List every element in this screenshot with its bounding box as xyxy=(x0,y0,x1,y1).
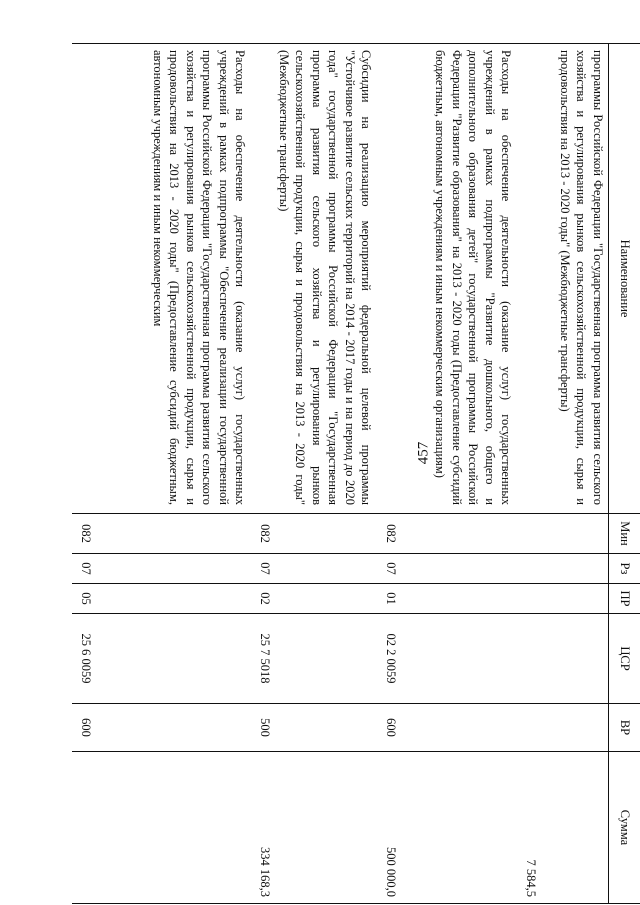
row-sum xyxy=(72,752,251,904)
page-number: 457 xyxy=(415,441,432,465)
row-vr: 600 xyxy=(72,704,251,752)
row-csr: 25 6 0059 xyxy=(72,614,251,704)
row-sum: 500 000,0 xyxy=(377,752,517,904)
row-vr xyxy=(517,704,609,752)
table-row xyxy=(251,44,377,904)
column-header-csr: ЦСР xyxy=(609,614,640,704)
column-header-name: Наименование xyxy=(609,44,640,514)
table-row xyxy=(517,44,609,904)
row-name: Расходы на обеспечение деятельности (оказание услуг) государственных учреждений в рамках подпрограммы "Развитие дошкольного, общего и дополнительного образования детей" государственной программы Российской Федерации "Развитие образования" на 2013 - 2020 годы (Предоставление субсидий бюджетным, автономным учреждениям и иным некоммерческим организациям) xyxy=(377,44,517,514)
table-row xyxy=(72,44,251,904)
row-min: 082 xyxy=(251,514,377,554)
row-sum: 7 584,5 xyxy=(517,752,609,904)
row-csr xyxy=(517,614,609,704)
row-vr: 600 xyxy=(377,704,517,752)
row-pr: 05 xyxy=(72,584,251,614)
row-name: Расходы на обеспечение деятельности (оказание услуг) государственных учреждений в рамках подпрограммы "Обеспечение реализации государственной программы Российской Федерации "Государственная программа развития сельского хозяйства и регулирования рынков сельскохозяйственной продукции, сырья и продовольствия на 2013 - 2020 годы" (Предоставление субсидий бюджетным, автономным учреждениям и иным некоммерческим xyxy=(72,44,251,514)
table-row xyxy=(377,44,517,904)
column-header-pr: ПР xyxy=(609,584,640,614)
row-pr xyxy=(517,584,609,614)
rotated-page-content xyxy=(72,43,640,903)
column-header-sum: Сумма xyxy=(609,752,640,904)
row-min xyxy=(517,514,609,554)
table-header-row xyxy=(609,44,640,904)
row-rz xyxy=(517,554,609,584)
column-header-min: Мин xyxy=(609,514,640,554)
row-csr: 02 2 0059 xyxy=(377,614,517,704)
row-sum: 334 168,3 xyxy=(251,752,377,904)
row-min: 082 xyxy=(72,514,251,554)
row-name: программы Российской Федерации "Государственная программа развития сельского хозяйства и регулирования рынков сельскохозяйственной продукции, сырья и продовольствия на 2013 - 2020 годы" (Межбюджетные трансферты) xyxy=(517,44,609,514)
row-vr: 500 xyxy=(251,704,377,752)
row-rz: 07 xyxy=(377,554,517,584)
row-name: Субсидии на реализацию мероприятий федеральной целевой программы "Устойчивое развитие сельских территорий на 2014 - 2017 годы и на период до 2020 года" государственной программы Российской Федерации "Государственная программа развития сельского хозяйства и регулирования рынков сельскохозяйственной продукции, сырья и продовольствия на 2013 - 2020 годы" (Межбюджетные трансферты) xyxy=(251,44,377,514)
row-csr: 25 7 5018 xyxy=(251,614,377,704)
row-rz: 07 xyxy=(72,554,251,584)
row-pr: 02 xyxy=(251,584,377,614)
budget-table xyxy=(72,43,640,904)
column-header-vr: ВР xyxy=(609,704,640,752)
row-rz: 07 xyxy=(251,554,377,584)
row-min: 082 xyxy=(377,514,517,554)
row-pr: 01 xyxy=(377,584,517,614)
column-header-rz: Рз xyxy=(609,554,640,584)
